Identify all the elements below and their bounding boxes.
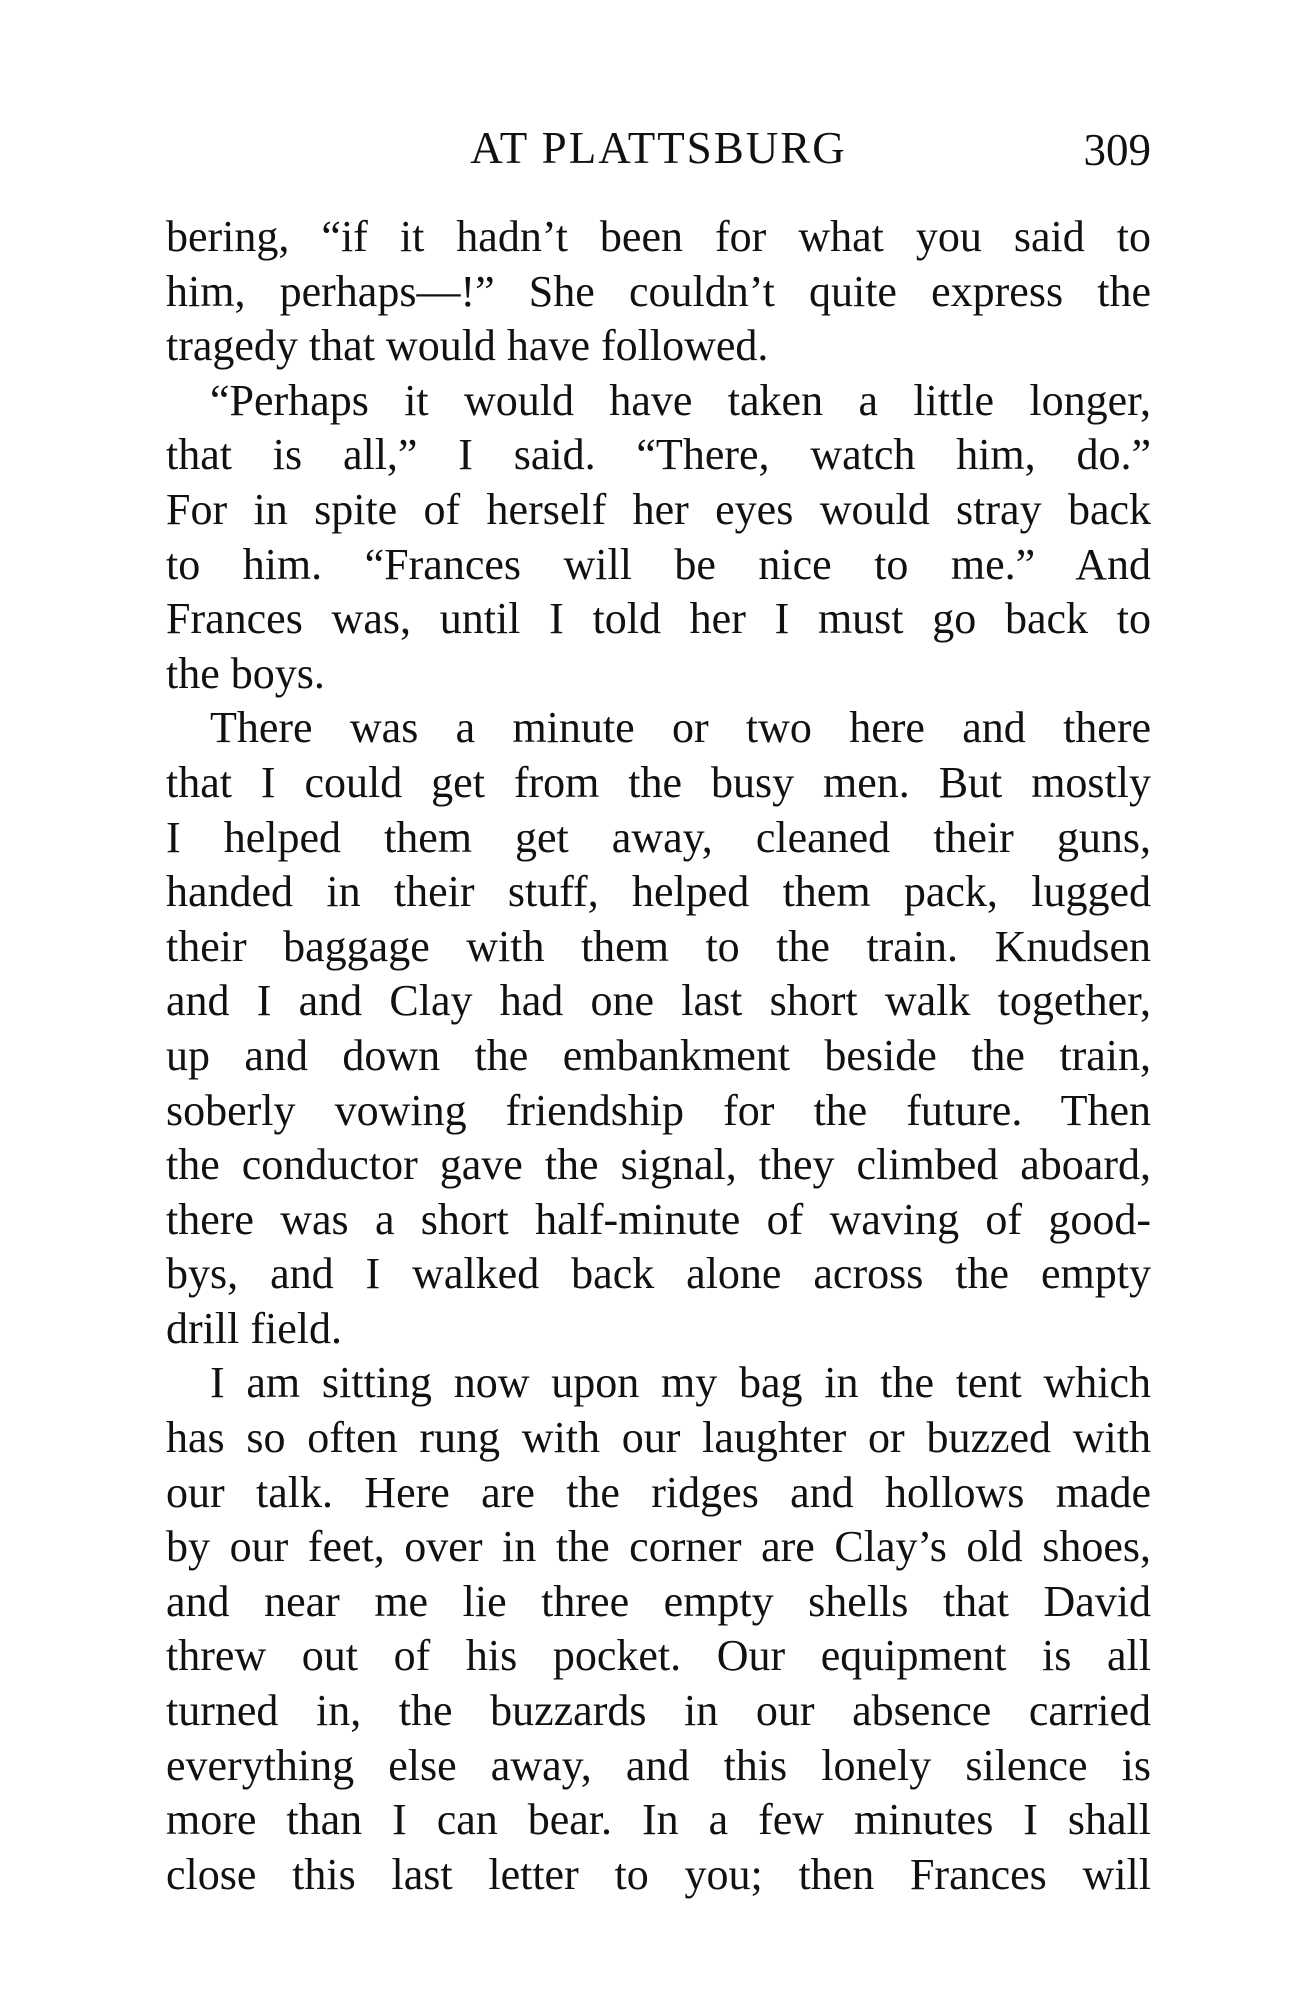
text-line: tragedy that would have followed. bbox=[166, 321, 769, 371]
text-line: their baggage with them to the train. Knudsen bbox=[166, 921, 1151, 971]
text-line: by our feet, over in the corner are Clay’s old shoes, bbox=[166, 1522, 1151, 1572]
text-line: the boys. bbox=[166, 648, 325, 698]
text-line: to him. “Frances will be nice to me.” And bbox=[166, 539, 1151, 589]
text-line: up and down the embankment beside the train, bbox=[166, 1030, 1151, 1080]
text-line: has so often rung with our laughter or buzzed with bbox=[166, 1413, 1151, 1463]
text-line: that is all,” I said. “There, watch him, do.” bbox=[166, 430, 1151, 480]
text-line: and I and Clay had one last short walk together, bbox=[166, 976, 1151, 1026]
text-line: more than I can bear. In a few minutes I shall bbox=[166, 1795, 1151, 1845]
text-line: I helped them get away, cleaned their guns, bbox=[166, 812, 1151, 862]
text-line: “Perhaps it would have taken a little longer, bbox=[210, 375, 1151, 425]
text-line: turned in, the buzzards in our absence carried bbox=[166, 1686, 1151, 1736]
running-title: AT PLATTSBURG bbox=[470, 123, 847, 173]
text-line: that I could get from the busy men. But mostly bbox=[166, 757, 1151, 807]
text-line: For in spite of herself her eyes would stray back bbox=[166, 484, 1151, 534]
text-line: everything else away, and this lonely silence is bbox=[166, 1740, 1151, 1790]
text-line: threw out of his pocket. Our equipment is all bbox=[166, 1631, 1151, 1681]
body-text bbox=[166, 210, 1151, 1902]
text-line: the conductor gave the signal, they climbed aboard, bbox=[166, 1140, 1151, 1190]
text-line: I am sitting now upon my bag in the tent which bbox=[210, 1358, 1151, 1408]
text-line: Frances was, until I told her I must go back to bbox=[166, 594, 1151, 644]
page-number: 309 bbox=[1083, 125, 1151, 175]
text-line: drill field. bbox=[166, 1303, 342, 1353]
text-line: close this last letter to you; then Frances will bbox=[166, 1849, 1151, 1899]
running-head bbox=[166, 118, 1151, 178]
text-line: bys, and I walked back alone across the empty bbox=[166, 1249, 1151, 1299]
text-line: There was a minute or two here and there bbox=[210, 703, 1151, 753]
text-line: there was a short half-minute of waving of good- bbox=[166, 1194, 1151, 1244]
text-line: our talk. Here are the ridges and hollows made bbox=[166, 1467, 1151, 1517]
text-line: handed in their stuff, helped them pack, lugged bbox=[166, 867, 1151, 917]
text-line: soberly vowing friendship for the future. Then bbox=[166, 1085, 1151, 1135]
text-line: and near me lie three empty shells that David bbox=[166, 1576, 1151, 1626]
text-line: him, perhaps—!” She couldn’t quite express the bbox=[166, 266, 1151, 316]
text-line: bering, “if it hadn’t been for what you said to bbox=[166, 212, 1151, 261]
